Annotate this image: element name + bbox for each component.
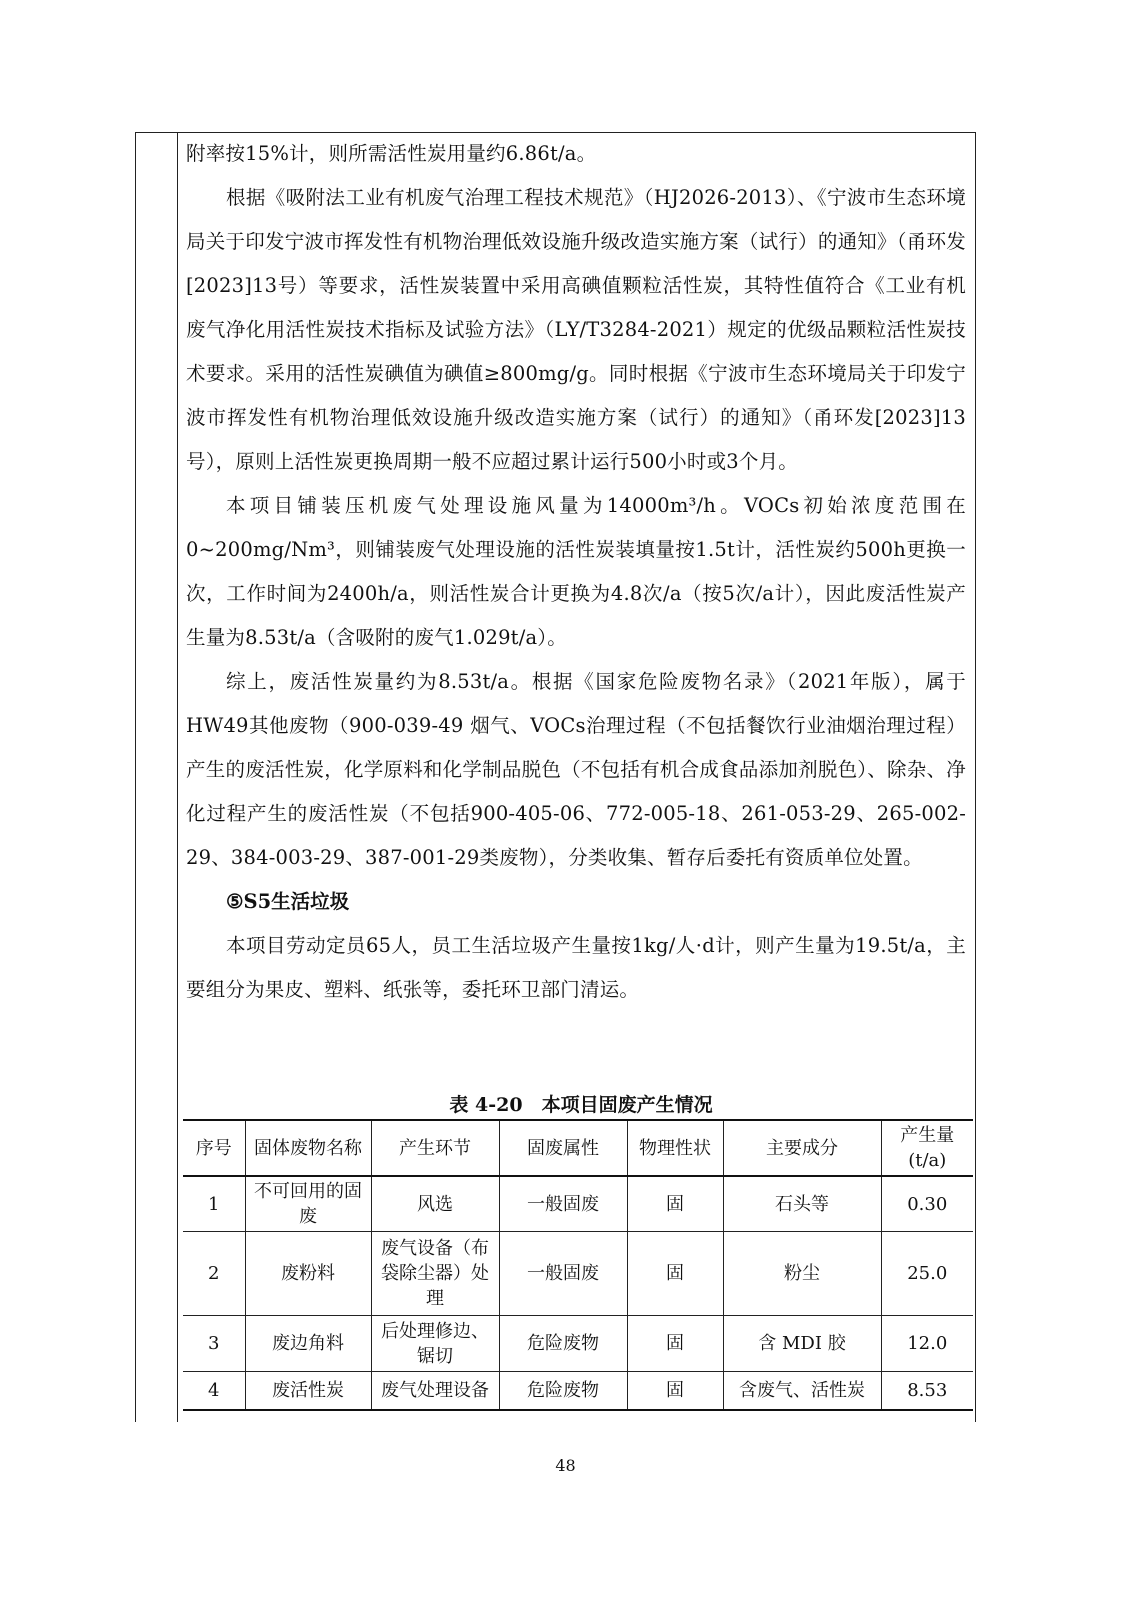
- header-cell: 固体废物名称: [245, 1120, 371, 1176]
- table-cell: 2: [183, 1232, 245, 1316]
- table-cell: 废活性炭: [245, 1372, 371, 1410]
- table-cell: 固: [627, 1176, 723, 1232]
- header-cell: 产生量(t/a): [881, 1120, 973, 1176]
- table-cell: 含废气、活性炭: [723, 1372, 881, 1410]
- table-cell: 含 MDI 胶: [723, 1316, 881, 1372]
- paragraph-2: 根据《吸附法工业有机废气治理工程技术规范》（HJ2026-2013）、《宁波市生态环境局关于印发宁波市挥发性有机物治理低效设施升级改造实施方案（试行）的通知》（甬环发[2023]13号）等要求，活性炭装置中采用高碘值颗粒活性炭，其特性值符合《工业有机废气净化用活性炭技术指标及试验方法》（LY/T3284-2021）规定的优级品颗粒活性炭技术要求。采用的活性炭碘值为碘值≥800mg/g。同时根据《宁波市生态环境局关于印发宁波市挥发性有机物治理低效设施升级改造实施方案（试行）的通知》（甬环发[2023]13 号），原则上活性炭更换周期一般不应超过累计运行500小时或3个月。: [186, 186, 966, 473]
- table-cell: 废气处理设备: [371, 1372, 499, 1410]
- table-cell: 固: [627, 1232, 723, 1316]
- frame-inner-rule: [177, 133, 178, 1422]
- table-cell: 一般固废: [499, 1176, 627, 1232]
- table-cell: 固: [627, 1316, 723, 1372]
- table-cell: 后处理修边、锯切: [371, 1316, 499, 1372]
- table-row: [183, 1316, 973, 1372]
- table-cell: 废边角料: [245, 1316, 371, 1372]
- table-cell: 12.0: [881, 1316, 973, 1372]
- header-cell: 固废属性: [499, 1120, 627, 1176]
- section-heading: ⑤S5生活垃圾: [226, 890, 350, 913]
- table-cell: 3: [183, 1316, 245, 1372]
- table-cell: 危险废物: [499, 1372, 627, 1410]
- table-cell: 危险废物: [499, 1316, 627, 1372]
- paragraph-4: 综上，废活性炭量约为8.53t/a。根据《国家危险废物名录》（2021年版），属于HW49其他废物（900-039-49 烟气、VOCs治理过程（不包括餐饮行业油烟治理过程）产生的废活性炭，化学原料和化学制品脱色（不包括有机合成食品添加剂脱色）、除杂、净化过程产生的废活性炭（不包括900-405-06、772-005-18、261-053-29、265-002-29、384-003-29、387-001-29类废物），分类收集、暂存后委托有资质单位处置。: [186, 670, 966, 869]
- table-cell: 0.30: [881, 1176, 973, 1232]
- table-header-row: [183, 1120, 973, 1176]
- paragraph-3: 本项目铺装压机废气处理设施风量为14000m³/h。VOCs初始浓度范围在0~200mg/Nm³，则铺装废气处理设施的活性炭装填量按1.5t计，活性炭约500h更换一次，工作时间为2400h/a，则活性炭合计更换为4.8次/a（按5次/a计），因此废活性炭产生量为8.53t/a（含吸附的废气1.029t/a）。: [186, 494, 966, 649]
- paragraph-1: 附率按15%计，则所需活性炭用量约6.86t/a。: [186, 142, 597, 165]
- table-row: [183, 1232, 973, 1316]
- table-cell: 1: [183, 1176, 245, 1232]
- solid-waste-table: [183, 1119, 973, 1411]
- table-cell: 石头等: [723, 1176, 881, 1232]
- table-cell: 风选: [371, 1176, 499, 1232]
- table-cell: 25.0: [881, 1232, 973, 1316]
- table-caption: 表 4-20 本项目固废产生情况: [449, 1094, 713, 1116]
- header-cell: 主要成分: [723, 1120, 881, 1176]
- table-cell: 4: [183, 1372, 245, 1410]
- table-cell: 一般固废: [499, 1232, 627, 1316]
- header-cell: 序号: [183, 1120, 245, 1176]
- header-cell: 产生环节: [371, 1120, 499, 1176]
- table-row: [183, 1372, 973, 1410]
- table-cell: 固: [627, 1372, 723, 1410]
- table-row: [183, 1176, 973, 1232]
- table-cell: 不可回用的固废: [245, 1176, 371, 1232]
- table-cell: 废粉料: [245, 1232, 371, 1316]
- body-content: [186, 132, 966, 1012]
- paragraph-5: 本项目劳动定员65人，员工生活垃圾产生量按1kg/人·d计，则产生量为19.5t/a，主要组分为果皮、塑料、纸张等，委托环卫部门清运。: [186, 934, 966, 1001]
- table-cell: 粉尘: [723, 1232, 881, 1316]
- table-cell: 8.53: [881, 1372, 973, 1410]
- header-cell: 物理性状: [627, 1120, 723, 1176]
- page-number: 48: [555, 1456, 576, 1475]
- table-cell: 废气设备（布袋除尘器）处理: [371, 1232, 499, 1316]
